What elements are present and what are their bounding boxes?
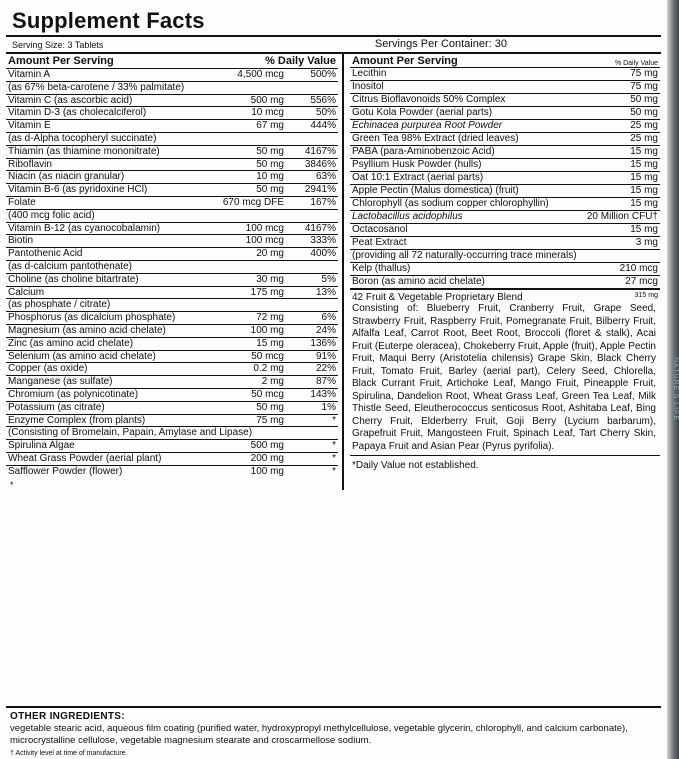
nutrient-name: PABA (para-Aminobenzoic Acid): [350, 146, 582, 159]
table-row: [6, 312, 338, 325]
other-ingredients-title: OTHER INGREDIENTS:: [10, 711, 125, 722]
nutrient-dv: 2941%: [286, 184, 338, 197]
nutrient-name: Zinc (as amino acid chelate): [6, 337, 190, 350]
nutrient-subtext: (Consisting of Bromelain, Papain, Amylase and Lipase): [6, 427, 338, 440]
nutrient-name: Octacosanol: [350, 224, 582, 237]
right-column: [342, 54, 660, 490]
nutrient-name: Safflower Powder (flower): [6, 465, 190, 477]
nutrient-amount: 100 mg: [190, 465, 286, 477]
table-row: [350, 146, 660, 159]
nutrient-dv: 13%: [286, 286, 338, 299]
table-row: [6, 452, 338, 465]
nutrient-name: Spirulina Algae: [6, 440, 190, 453]
nutrient-amount: 20 mg: [190, 248, 286, 261]
nutrient-name: Copper (as oxide): [6, 363, 190, 376]
nutrient-amount: 10 mg: [190, 171, 286, 184]
table-row: [350, 172, 660, 185]
table-row: [350, 263, 660, 276]
nutrient-amount: 3 mg: [582, 237, 660, 250]
left-dv-header: % Daily Value: [265, 55, 336, 67]
table-row-subtext: [6, 299, 338, 312]
nutrient-amount: 50 mg: [582, 107, 660, 120]
left-amount-header: Amount Per Serving: [8, 55, 114, 67]
nutrient-dv: 167%: [286, 196, 338, 209]
nutrient-amount: 50 mcg: [190, 350, 286, 363]
nutrient-dv: 556%: [286, 94, 338, 107]
nutrient-name: Potassium (as citrate): [6, 401, 190, 414]
nutrient-name: Magnesium (as amino acid chelate): [6, 324, 190, 337]
servings-per-container: Servings Per Container: 30: [374, 38, 507, 50]
table-row-subtext: [6, 209, 338, 222]
nutrient-dv: 24%: [286, 324, 338, 337]
nutrient-name: Vitamin B-6 (as pyridoxine HCl): [6, 184, 190, 197]
nutrient-amount: 100 mg: [190, 324, 286, 337]
table-row: [350, 237, 660, 250]
left-column: [6, 54, 342, 490]
right-amount-header: Amount Per Serving: [352, 55, 458, 67]
right-dv-header: % Daily Value: [614, 59, 658, 67]
nutrient-dv: 91%: [286, 350, 338, 363]
nutrient-amount: 30 mg: [190, 273, 286, 286]
blend-header: [352, 292, 658, 303]
nutrition-columns: [6, 54, 661, 490]
nutrient-name: Boron (as amino acid chelate): [350, 276, 582, 289]
nutrient-dv: 333%: [286, 235, 338, 248]
table-row: [6, 248, 338, 261]
nutrient-name: Vitamin E: [6, 120, 190, 133]
nutrient-amount: 15 mg: [190, 337, 286, 350]
nutrient-name: Citrus Bioflavonoids 50% Complex: [350, 94, 582, 107]
table-row: [350, 185, 660, 198]
nutrient-dv: *: [286, 414, 338, 427]
table-row: [350, 211, 660, 224]
table-row-subtext: [6, 81, 338, 94]
nutrient-name: Enzyme Complex (from plants): [6, 414, 190, 427]
nutrient-amount: 20 Million CFU†: [582, 211, 660, 224]
nutrient-amount: 200 mg: [190, 452, 286, 465]
table-row: [6, 350, 338, 363]
table-row: [6, 107, 338, 120]
nutrient-amount: 25 mg: [582, 120, 660, 133]
nutrient-amount: 50 mg: [190, 401, 286, 414]
nutrient-subtext: (as d-Alpha tocopheryl succinate): [6, 132, 338, 145]
table-row: [6, 440, 338, 453]
nutrient-name: Riboflavin: [6, 158, 190, 171]
table-row: [350, 120, 660, 133]
nutrient-name: (providing all 72 naturally-occurring trace minerals): [350, 250, 582, 263]
nutrient-amount: 10 mcg: [190, 107, 286, 120]
supplement-facts-panel: [6, 6, 661, 706]
nutrient-subtext: (as d-calcium pantothenate): [6, 260, 338, 273]
nutrient-name: Niacin (as niacin granular): [6, 171, 190, 184]
table-row: [6, 145, 338, 158]
nutrient-amount: 75 mg: [190, 414, 286, 427]
nutrient-dv: 143%: [286, 388, 338, 401]
nutrient-dv: 63%: [286, 171, 338, 184]
nutrient-amount: [582, 250, 660, 263]
table-row-subtext: [6, 260, 338, 273]
nutrient-amount: 2 mg: [190, 376, 286, 389]
nutrient-name: Phosphorus (as dicalcium phosphate): [6, 312, 190, 325]
left-footnote: *: [10, 479, 14, 490]
table-row: [6, 376, 338, 389]
daily-value-footnote: *Daily Value not established.: [350, 455, 660, 471]
nutrient-amount: 175 mg: [190, 286, 286, 299]
nutrient-dv: 3846%: [286, 158, 338, 171]
table-row: [6, 286, 338, 299]
nutrient-amount: 75 mg: [630, 68, 658, 79]
nutrient-amount: 15 mg: [582, 159, 660, 172]
nutrient-name: Choline (as choline bitartrate): [6, 273, 190, 286]
table-row: [350, 276, 660, 289]
nutrient-dv: 4167%: [286, 222, 338, 235]
nutrient-name: Apple Pectin (Malus domestica) (fruit): [350, 185, 582, 198]
right-column-header: [350, 54, 660, 67]
table-row: [350, 198, 660, 211]
nutrient-dv: 6%: [286, 312, 338, 325]
nutrient-dv: 400%: [286, 248, 338, 261]
nutrient-name: Thiamin (as thiamine mononitrate): [6, 145, 190, 158]
nutrient-name: Manganese (as sulfate): [6, 376, 190, 389]
nutrient-amount: 15 mg: [582, 185, 660, 198]
table-row: [6, 324, 338, 337]
table-row: [6, 363, 338, 376]
nutrient-name: Lecithin: [352, 68, 387, 79]
nutrient-amount: 75 mg: [582, 81, 660, 94]
nutrient-amount: 500 mg: [190, 440, 286, 453]
other-ingredients-section: [6, 706, 661, 757]
nutrient-name: Calcium: [6, 286, 190, 299]
nutrient-subtext: (as 67% beta-carotene / 33% palmitate): [6, 81, 338, 94]
nutrient-name: Echinacea purpurea Root Powder: [350, 120, 582, 133]
nutrient-amount: 4,500 mcg: [237, 69, 284, 80]
nutrient-name: Vitamin A: [8, 69, 51, 80]
nutrient-name: Kelp (thallus): [350, 263, 582, 276]
nutrient-amount: 0.2 mg: [190, 363, 286, 376]
nutrient-name: Green Tea 98% Extract (dried leaves): [350, 133, 582, 146]
nutrient-name: Chlorophyll (as sodium copper chlorophyllin): [350, 198, 582, 211]
nutrient-amount: 50 mg: [190, 158, 286, 171]
nutrient-name: Pantothenic Acid: [6, 248, 190, 261]
table-row-subtext: [6, 427, 338, 440]
blend-name: 42 Fruit & Vegetable Proprietary Blend: [352, 292, 523, 303]
table-row: [6, 69, 338, 81]
nutrient-amount: 15 mg: [582, 172, 660, 185]
blend-amount: 315 mg: [634, 292, 658, 299]
table-row: [6, 120, 338, 133]
nutrient-subtext: (400 mcg folic acid): [6, 209, 338, 222]
table-row: [6, 401, 338, 414]
table-row: [6, 171, 338, 184]
nutrient-name: Folate: [6, 196, 190, 209]
nutrient-dv: 5%: [286, 273, 338, 286]
table-row: [6, 273, 338, 286]
nutrient-dv: 136%: [286, 337, 338, 350]
table-row: [6, 184, 338, 197]
nutrient-name: Vitamin D-3 (as cholecalciferol): [6, 107, 190, 120]
nutrient-dv: *: [286, 440, 338, 453]
nutrient-amount: 72 mg: [190, 312, 286, 325]
nutrient-name: Psyllium Husk Powder (hulls): [350, 159, 582, 172]
nutrient-amount: 100 mcg: [190, 235, 286, 248]
nutrient-name: Inositol: [350, 81, 582, 94]
nutrient-dv: 22%: [286, 363, 338, 376]
nutrient-amount: 500 mg: [190, 94, 286, 107]
nutrient-amount: 50 mcg: [190, 388, 286, 401]
nutrient-amount: 50 mg: [190, 184, 286, 197]
table-row: [6, 158, 338, 171]
table-row: [350, 224, 660, 237]
table-row: [6, 94, 338, 107]
nutrient-amount: 15 mg: [582, 146, 660, 159]
other-ingredients-body: vegetable stearic acid, aqueous film coating (purified water, hydroxypropyl methylcellulose, vegetable glycerin, chlorophyll, and calcium carbonate), microcrystalline cellulose, vegetable magnesium stearate and croscarmellose sodium.: [10, 723, 628, 747]
nutrient-dv: 4167%: [286, 145, 338, 158]
table-row: [350, 94, 660, 107]
table-row: [350, 81, 660, 94]
nutrient-amount: 67 mg: [190, 120, 286, 133]
left-column-header: [6, 54, 338, 68]
nutrient-amount: 100 mcg: [190, 222, 286, 235]
nutrient-name: Oat 10:1 Extract (aerial parts): [350, 172, 582, 185]
table-row: [6, 196, 338, 209]
table-row: [6, 337, 338, 350]
nutrient-name: Biotin: [6, 235, 190, 248]
table-row: [350, 133, 660, 146]
table-row: [6, 388, 338, 401]
nutrient-amount: 670 mcg DFE: [190, 196, 286, 209]
nutrient-name: Vitamin B-12 (as cyanocobalamin): [6, 222, 190, 235]
nutrient-dv: *: [286, 452, 338, 465]
right-nutrient-table: [350, 68, 660, 288]
table-row: [6, 465, 338, 477]
bottle-side-text: NATURE'S LIFE: [672, 356, 679, 421]
nutrient-dv: 50%: [286, 107, 338, 120]
nutrient-amount: 25 mg: [582, 133, 660, 146]
table-row: [6, 222, 338, 235]
nutrient-dv: *: [286, 465, 338, 477]
table-row: [350, 159, 660, 172]
nutrient-name: Selenium (as amino acid chelate): [6, 350, 190, 363]
nutrient-amount: 27 mcg: [582, 276, 660, 289]
blend-ingredients: Consisting of: Blueberry Fruit, Cranberry Fruit, Grape Seed, Strawberry Fruit, Raspberry Fruit, Pomegranate Fruit, Bilberry Fruit, Alfalfa Leaf, Carrot Root, Beet Root, Broccoli (floret & stalk), Acai Fruit (Euterpe oleracea), Chokeberry Fruit, Apple (fruit), Apple Pectin Fruit, Maqui Berry (Aristotelia chilensis) Grape Skin, Black Cherry Fruit, Tomato Fruit, Barley (aerial part), Celery Seed, Chlorella, Black Currant Fruit, Artichoke Leaf, Mango Fruit, Pineapple Fruit, Spirulina, Dandelion Root, Wheat Grass Leaf, Green Tea Leaf, Milk Thistle Seed, Eleutherococcus senticosus Root, Ashitaba Leaf, Bing Cherry Fruit, Elderberry Fruit, Goji Berry (Lycium barbarum), Grapefruit Fruit, Mangosteen Fruit, Spinach Leaf, Tart Cherry Skin, Papaya Fruit and Asian Pear (Pyrus pyrifolia).: [352, 303, 656, 452]
nutrient-dv: 500%: [310, 69, 336, 80]
nutrient-name: Peat Extract: [350, 237, 582, 250]
table-row-subtext: [6, 132, 338, 145]
nutrient-amount: 50 mg: [582, 94, 660, 107]
nutrient-name: Wheat Grass Powder (aerial plant): [6, 452, 190, 465]
page-title: Supplement Facts: [12, 8, 205, 33]
nutrient-name: Chromium (as polynicotinate): [6, 388, 190, 401]
nutrient-amount: 50 mg: [190, 145, 286, 158]
nutrient-name: Gotu Kola Powder (aerial parts): [350, 107, 582, 120]
proprietary-blend: [350, 288, 660, 453]
nutrient-name: Vitamin C (as ascorbic acid): [6, 94, 190, 107]
left-nutrient-table: [6, 69, 338, 478]
table-row: [6, 414, 338, 427]
nutrient-amount: 15 mg: [582, 224, 660, 237]
nutrient-amount: 15 mg: [582, 198, 660, 211]
nutrient-dv: 1%: [286, 401, 338, 414]
table-row: [6, 235, 338, 248]
nutrient-amount: 210 mcg: [582, 263, 660, 276]
serving-size: Serving Size: 3 Tablets: [12, 40, 104, 50]
servings-row: [6, 37, 661, 51]
nutrient-name: Lactobacillus acidophilus: [350, 211, 582, 224]
nutrient-dv: 87%: [286, 376, 338, 389]
nutrient-subtext: (as phosphate / citrate): [6, 299, 338, 312]
table-row: [350, 107, 660, 120]
nutrient-dv: 444%: [286, 120, 338, 133]
activity-level-note: † Activity level at time of manufacture.: [10, 749, 128, 757]
table-row: [350, 250, 660, 263]
table-row: [350, 68, 660, 81]
